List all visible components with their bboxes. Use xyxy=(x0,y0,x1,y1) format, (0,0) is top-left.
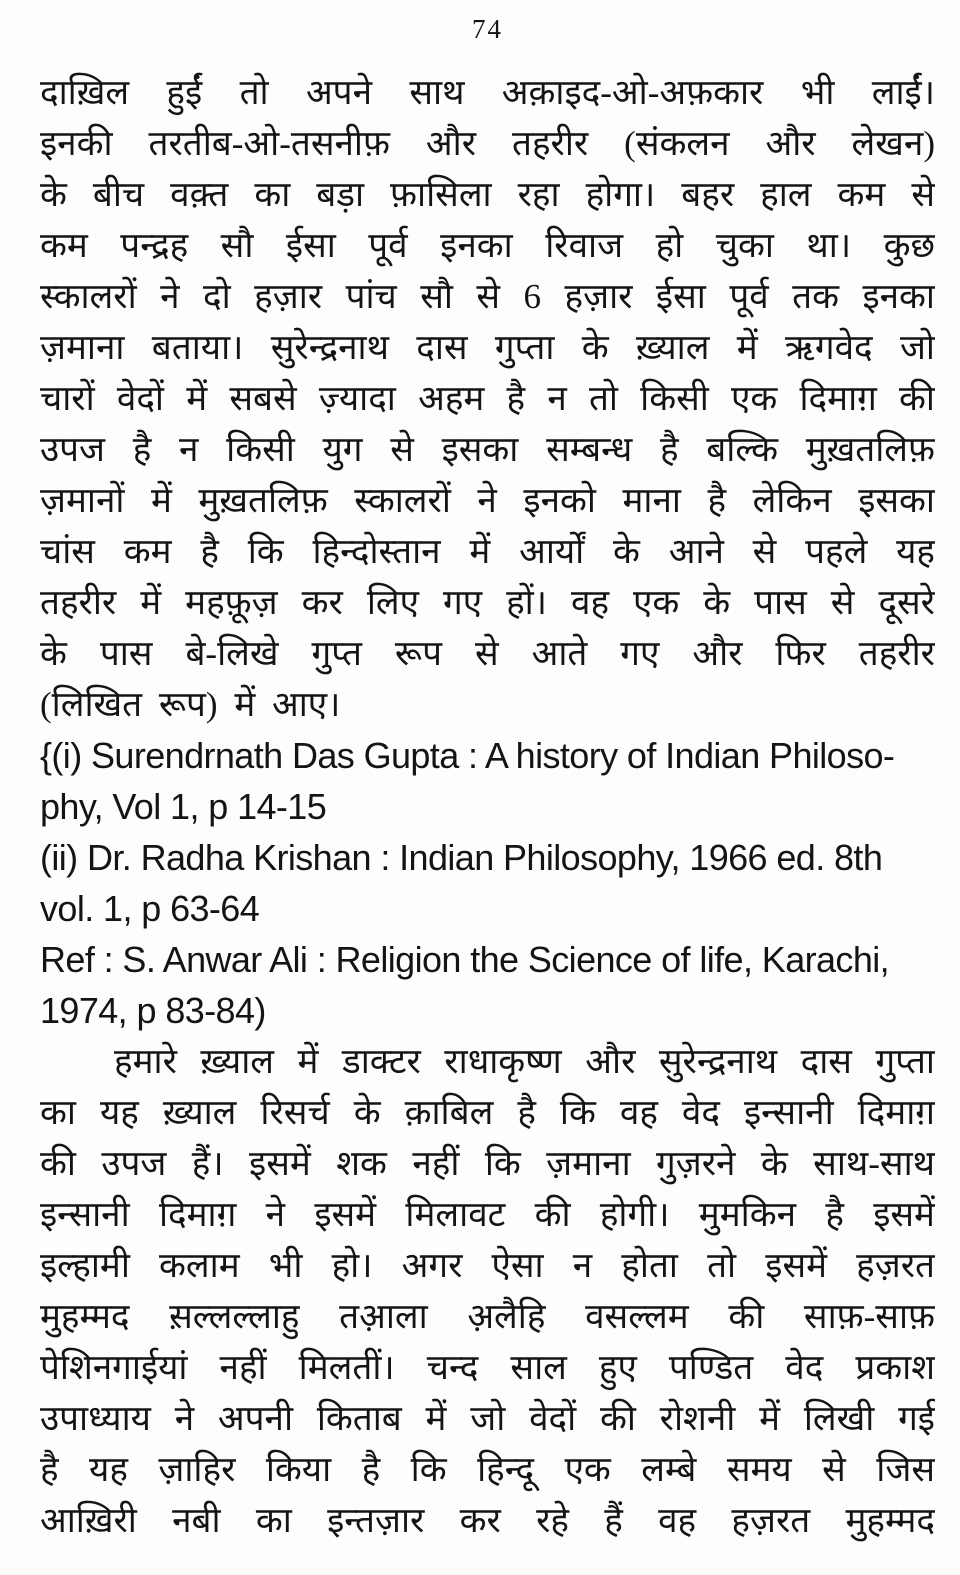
text-line: कम पन्द्रह सौ ईसा पूर्व इनका रिवाज हो चुका था। कुछ xyxy=(40,226,935,265)
text-line: पेशिनगाईयां नहीं मिलतीं। चन्द साल हुए पण्डित वेद प्रकाश xyxy=(40,1348,935,1387)
text-line: की उपज हैं। इसमें शक नहीं कि ज़माना गुज़रने के साथ-साथ xyxy=(40,1144,935,1183)
text-line: (लिखित रूप) में आए। xyxy=(40,685,341,724)
citation-line: {(i) Surendrnath Das Gupta : A history of Indian Philoso- xyxy=(40,735,895,776)
text-line: उपज है न किसी युग से इसका सम्बन्ध है बल्कि मुख़तलिफ़ xyxy=(40,430,935,469)
text-line: चांस कम है कि हिन्दोस्तान में आर्यों के आने से पहले यह xyxy=(40,532,935,571)
text-line: इनकी तरतीब-ओ-तसनीफ़ और तहरीर (संकलन और लेखन) xyxy=(40,124,935,163)
text-line: हमारे ख़्याल में डाक्टर राधाकृष्ण और सुरेन्द्रनाथ दास गुप्ता xyxy=(114,1042,935,1081)
text-line: चारों वेदों में सबसे ज़्यादा अहम है न तो किसी एक दिमाग़ की xyxy=(40,379,935,418)
text-line: इन्सानी दिमाग़ ने इसमें मिलावट की होगी। मुमकिन है इसमें xyxy=(40,1195,935,1234)
text-line: मुहम्मद स़ल्लल्लाहु तआ़ला अ़लैहि वसल्लम की साफ़-साफ़ xyxy=(40,1297,935,1336)
text-line: ज़मानों में मुख़तलिफ़ स्कालरों ने इनको माना है लेकिन इसका xyxy=(40,481,935,520)
text-line: ज़माना बताया। सुरेन्द्रनाथ दास गुप्ता के ख़्याल में ऋगवेद जो xyxy=(40,328,935,367)
text-line: दाख़िल हुईं तो अपने साथ अक़ाइद-ओ-अफ़कार भी लाईं। xyxy=(40,73,935,112)
text-line: उपाध्याय ने अपनी किताब में जो वेदों की रोशनी में लिखी गई xyxy=(40,1399,935,1438)
text-line: का यह ख़्याल रिसर्च के क़ाबिल है कि वह वेद इन्सानी दिमाग़ xyxy=(40,1093,935,1132)
text-line: स्कालरों ने दो हज़ार पांच सौ से 6 हज़ार ईसा पूर्व तक इनका xyxy=(40,277,935,316)
page-number: 74 xyxy=(472,14,503,44)
citation-line: phy, Vol 1, p 14-15 xyxy=(40,786,327,827)
text-line: के बीच वक़्त का बड़ा फ़ासिला रहा होगा। बहर हाल कम से xyxy=(40,175,935,214)
text-line: आख़िरी नबी का इन्तज़ार कर रहे हैं वह हज़रत मुहम्मद xyxy=(40,1501,935,1540)
citation-line: (ii) Dr. Radha Krishan : Indian Philosophy, 1966 ed. 8th xyxy=(40,837,883,878)
citation-line: 1974, p 83-84) xyxy=(40,990,266,1031)
text-line: तहरीर में महफ़ूज़ कर लिए गए हों। वह एक के पास से दूसरे xyxy=(40,583,935,622)
citation-line: Ref : S. Anwar Ali : Religion the Science of life, Karachi, xyxy=(40,939,890,980)
hindi-paragraph-2 xyxy=(40,1036,935,1546)
text-line: है यह ज़ाहिर किया है कि हिन्दू एक लम्बे समय से जिस xyxy=(40,1450,935,1489)
citation-block xyxy=(40,730,935,1036)
text-line: इल्हामी कलाम भी हो। अगर ऐसा न होता तो इसमें हज़रत xyxy=(40,1246,935,1285)
hindi-paragraph-1 xyxy=(40,67,935,730)
text-line: के पास बे-लिखे गुप्त रूप से आते गए और फिर तहरीर xyxy=(40,634,935,673)
citation-line: vol. 1, p 63-64 xyxy=(40,888,260,929)
